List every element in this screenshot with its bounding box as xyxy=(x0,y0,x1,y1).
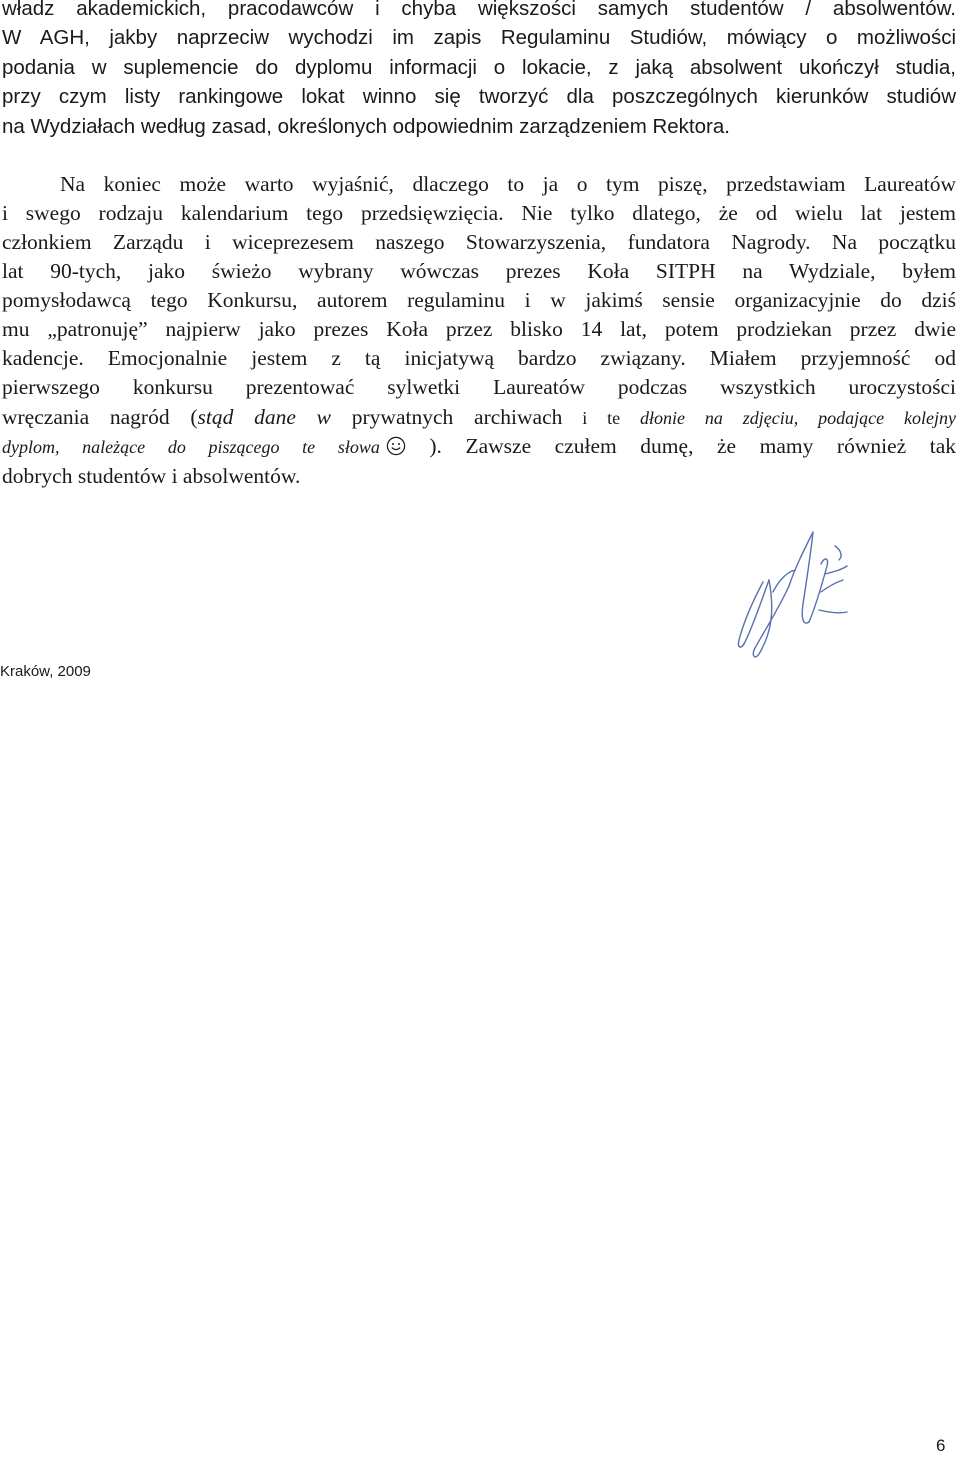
paragraph2-line-7: kadencje. Emocjonalnie jestem z tą inicjatywą bardzo związany. Miałem przyjemność od xyxy=(2,346,956,370)
paragraph2-line-1: Na koniec może warto wyjaśnić, dlaczego to ja o tym piszę, przedstawiam Laureatów xyxy=(60,172,956,196)
paragraph2-line-10 xyxy=(2,432,956,463)
paragraph1-line-4: przy czym listy rankingowe lokat winno się tworzyć dla poszczególnych kierunków studiów xyxy=(2,85,956,108)
paragraph1-line-1: władz akademickich, pracodawców i chyba większości samych studentów / absolwentów. xyxy=(2,0,956,20)
paragraph1-line-3: podania w suplemencie do dyplomu informacji o lokacie, z jaką absolwent ukończył studia, xyxy=(2,56,956,79)
paragraph2-line-6: mu „patronuję” najpierw jako prezes Koła przez blisko 14 lat, potem prodziekan przez dwie xyxy=(2,317,956,341)
page-number: 6 xyxy=(936,1436,946,1455)
line9-text-b: stąd dane w xyxy=(197,405,332,429)
paragraph2-line-8: pierwszego konkursu prezentować sylwetki Laureatów podczas wszystkich uroczystości xyxy=(2,375,956,399)
paragraph2-line-5: pomysłodawcą tego Konkursu, autorem regulaminu i w jakimś sensie organizacyjnie do dziś xyxy=(2,288,956,312)
paragraph2-line-11: dobrych studentów i absolwentów. xyxy=(2,464,301,488)
signature-scribble xyxy=(725,522,860,662)
line9-text-a: wręczania nagród ( xyxy=(2,405,198,429)
paragraph2-line-2: i swego rodzaju kalendarium tego przedsięwzięcia. Nie tylko dlatego, że od wielu lat jestem xyxy=(2,201,956,225)
paragraph2-line-9 xyxy=(2,403,956,434)
place-and-date: Kraków, 2009 xyxy=(0,663,91,680)
paragraph1-line-5: na Wydziałach według zasad, określonych odpowiednim zarządzeniem Rektora. xyxy=(2,115,730,138)
line9-text-e: dłonie na zdjęciu, podające kolejny xyxy=(640,408,956,428)
paragraph1-line-2: W AGH, jakby naprzeciw wychodzi im zapis Regulaminu Studiów, mówiący o możliwości xyxy=(2,26,956,49)
line9-text-d: i te xyxy=(562,408,641,428)
line10-text-b: ). Zawsze czułem dumę, że mamy również tak xyxy=(405,434,956,458)
paragraph2-line-3: członkiem Zarządu i wiceprezesem naszego Stowarzyszenia, fundatora Nagrody. Na początku xyxy=(2,230,956,254)
smiley-face-icon xyxy=(386,436,406,456)
line9-text-c: prywatnych archiwach xyxy=(331,405,563,429)
paragraph2-line-4: lat 90-tych, jako świeżo wybrany wówczas prezes Koła SITPH na Wydziale, byłem xyxy=(2,259,956,283)
line10-text-a: dyplom, należące do piszącego te słowa xyxy=(2,437,380,457)
